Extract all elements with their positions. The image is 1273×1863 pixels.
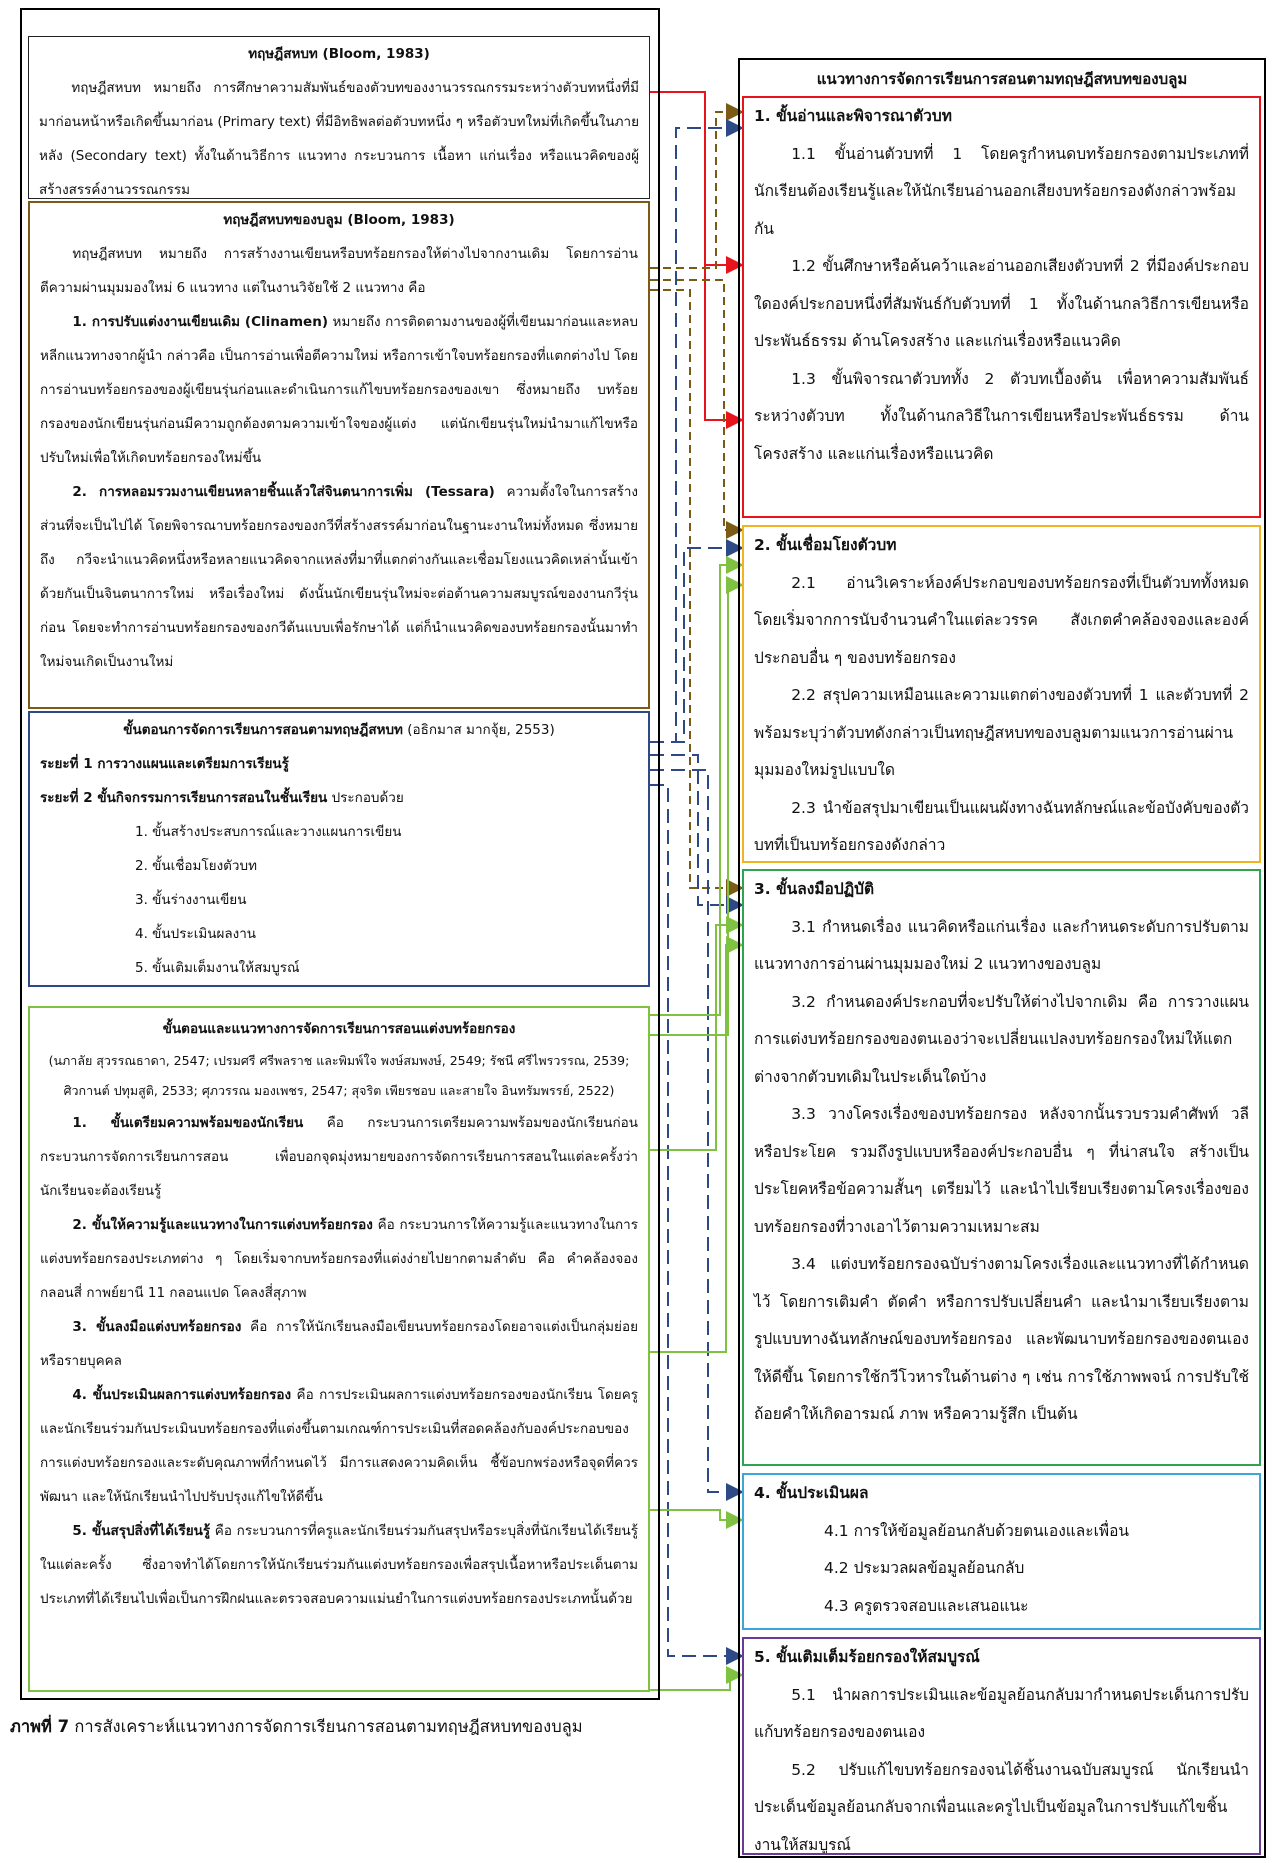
red-connector	[650, 92, 742, 420]
list-item: 4.1 การให้ข้อมูลย้อนกลับด้วยตนเองและเพื่อน	[824, 1521, 1130, 1540]
bloom-definition-box	[28, 36, 650, 199]
list-item: 3.1 กำหนดเรื่อง แนวคิดหรือแก่นเรื่อง และกำหนดระดับการปรับตามแนวทางการอ่านผ่านมุมมองใหม่ 2 แนวทางของบลูม	[754, 917, 1249, 973]
list-item: 4.2 ประมวลผลข้อมูลย้อนกลับ	[824, 1559, 1025, 1577]
green-connector	[650, 585, 742, 1035]
list-item: 2.2 สรุปความเหมือนและความแตกต่างของตัวบทที่ 1 และตัวบทที่ 2 พร้อมระบุว่าตัวบทดังกล่าวเป็นทฤษฎีสหบทของบลูมตามแนวการอ่านผ่านมุมมองใหม่รูปแบบใด	[754, 686, 1249, 779]
figure-caption-label: ภาพที่ 7	[10, 1717, 70, 1736]
clinamen-heading: 1. การปรับแต่งงานเขียนเดิม (Clinamen)	[72, 314, 328, 330]
clinamen-paragraph	[40, 305, 638, 475]
teaching-steps-box	[28, 711, 650, 987]
list-item: 5.2 ปรับแก้ไขบทร้อยกรองจนได้ชิ้นงานฉบับสมบูรณ์ นักเรียนนำประเด็นข้อมูลย้อนกลับจากเพื่อนและครูไปเป็นข้อมูลในการปรับแก้ไขชิ้นงานให้สมบูรณ์	[754, 1760, 1249, 1854]
poetry-step-3: 3. ขั้นลงมือแต่งบทร้อยกรอง คือ การให้นักเรียนลงมือเขียนบทร้อยกรองโดยอาจแต่งเป็นกลุ่มย่อยหรือรายบุคคล	[40, 1319, 638, 1369]
stage-4-box	[742, 1473, 1261, 1630]
right-title: แนวทางการจัดการเรียนการสอนตามทฤษฎีสหบทของบลูม	[816, 70, 1188, 88]
list-item: 4. ขั้นประเมินผลงาน	[135, 926, 257, 942]
clinamen-text: หมายถึง การติดตามงานของผู้ที่เขียนมาก่อนและหลบหลีกแนวทางจากผู้นำ กล่าวคือ เป็นการอ่านเพื่อตีความใหม่ หรือการเข้าใจบทร้อยกรองที่แตกต่างไป โดยการอ่านบทร้อยกรองของผู้เขียนรุ่นก่อนและดำเนินการแก้ไขบทร้อยกรองของเขา ซึ่งหมายถึง บทร้อยกรองของนักเขียนรุ่นก่อนมีความถูกต้องตามความเข้าใจของผู้แต่ง แต่นักเขียนรุ่นใหม่นำมาแก้ไขหรือปรับใหม่เพื่อให้เกิดบทร้อยกรองใหม่ขึ้น	[40, 314, 638, 466]
poetry-steps-box	[28, 1006, 650, 1692]
list-item: 3.2 กำหนดองค์ประกอบที่จะปรับให้ต่างไปจากเดิม คือ การวางแผนการแต่งบทร้อยกรองของตนเองว่าจะเปลี่ยนแปลงบทร้อยกรองใหม่ให้แตกต่างจากตัวบทเดิมในประเด็นใดบ้าง	[754, 992, 1249, 1086]
green-connector	[650, 1510, 742, 1520]
poetry-steps-title: ขั้นตอนและแนวทางการจัดการเรียนการสอนแต่งบทร้อยกรอง	[162, 1021, 516, 1037]
bloom-theory-box	[28, 201, 650, 709]
green-connector	[650, 1675, 742, 1690]
stage-5-box	[742, 1637, 1261, 1855]
list-item: 1.3 ขั้นพิจารณาตัวบททั้ง 2 ตัวบทเบื้องต้น เพื่อหาความสัมพันธ์ระหว่างตัวบท ทั้งในด้านกลวิธีในการเขียนหรือประพันธ์ธรรม ด้านโครงสร้าง และแก่นเรื่องหรือแนวคิด	[754, 369, 1249, 463]
bloom-definition-title: ทฤษฎีสหบท (Bloom, 1983)	[248, 46, 430, 62]
figure-caption	[10, 1714, 583, 1740]
stage-2-heading: 2. ขั้นเชื่อมโยงตัวบท	[754, 536, 897, 554]
list-item: 5.1 นำผลการประเมินและข้อมูลย้อนกลับมากำหนดประเด็นการปรับแก้บทร้อยกรองของตนเอง	[754, 1685, 1249, 1741]
stage-4-heading: 4. ขั้นประเมินผล	[754, 1484, 869, 1502]
list-item: 3.3 วางโครงเรื่องของบทร้อยกรอง หลังจากนั้นรวบรวมคำศัพท์ วลี หรือประโยค รวมถึงรูปแบบหรือองค์ประกอบอื่น ๆ ที่น่าสนใจ สร้างเป็นประโยคหรือข้อความสั้นๆ เตรียมไว้ และนำไปเรียบเรียงตามโครงเรื่องของบทร้อยกรองที่วางเอาไว้ตามความเหมาะสม	[754, 1105, 1249, 1236]
teaching-steps-title: ขั้นตอนการจัดการเรียนการสอนตามทฤษฎีสหบท (อธิกมาส มากจุ้ย, 2553)	[123, 722, 555, 738]
bloom-theory-title: ทฤษฎีสหบทของบลูม (Bloom, 1983)	[223, 212, 455, 228]
poetry-step-1: 1. ขั้นเตรียมความพร้อมของนักเรียน คือ กระบวนการเตรียมความพร้อมของนักเรียนก่อนกระบวนการจัดการเรียนการสอน เพื่อบอกจุดมุ่งหมายของการจัดการเรียนการสอนในแต่ละครั้งว่านักเรียนจะต้องเรียนรู้	[40, 1115, 638, 1199]
stage-3-heading: 3. ขั้นลงมือปฏิบัติ	[754, 880, 875, 898]
list-item: 3.4 แต่งบทร้อยกรองฉบับร่างตามโครงเรื่องและแนวทางที่ได้กำหนดไว้ โดยการเติมคำ ตัดคำ หรือการปรับเปลี่ยนคำ และนำมาเรียบเรียงตามรูปแบบทางฉันทลักษณ์ของบทร้อยกรอง และพัฒนาบทร้อยกรองของตนเองให้ดีขึ้น โดยการใช้กวีโวหารในด้านต่าง ๆ เช่น การใช้ภาพพจน์ การปรับใช้ถ้อยคำให้เกิดอารมณ์ ภาพ หรือความรู้สึก เป็นต้น	[754, 1255, 1249, 1423]
list-item: 5. ขั้นเติมเต็มงานให้สมบูรณ์	[135, 960, 300, 976]
poetry-steps-references: (นภาลัย สุวรรณธาดา, 2547; เปรมศรี ศรีพลราช และพิมพ์ใจ พงษ์สมพงษ์, 2549; รัชนี ศรีไพรวรรณ, 2539; ศิวกานต์ ปทุมสูติ, 2533; ศุภวรรณ มองเพชร, 2547; สุจริต เพียรชอบ และสายใจ อินทรัมพรรย์, 2522)	[48, 1053, 630, 1098]
red-connector	[650, 92, 742, 265]
list-item: 1.2 ขั้นศึกษาหรือค้นคว้าและอ่านออกเสียงตัวบทที่ 2 ที่มีองค์ประกอบใดองค์ประกอบหนึ่งที่สัมพันธ์กับตัวบทที่ 1 ทั้งในด้านกลวิธีการเขียนหรือประพันธ์ธรรม ด้านโครงสร้าง และแก่นเรื่องหรือแนวคิด	[754, 257, 1249, 350]
tessara-text: ความตั้งใจในการสร้างส่วนที่จะเป็นไปได้ โดยพิจารณาบทร้อยกรองของกวีที่สร้างสรรค์มาก่อนในฐานะงานใหม่ทั้งหมด ซึ่งหมายถึง กวีจะนำแนวคิดหนึ่งหรือหลายแนวคิดจากแหล่งที่มาที่แตกต่างกันและเชื่อมโยงแนวคิดเหล่านั้นเข้าด้วยกันเป็นจินตนาการใหม่ หรือเรื่องใหม่ ดังนั้นนักเขียนรุ่นใหม่จะต่อต้านความสมบูรณ์ของงานกวีรุ่นก่อน โดยจะทำการอ่านบทร้อยกรองของกวีต้นแบบเพื่อรักษาได้ แต่ก็นำแนวคิดของบทร้อยกรองนั้นมาทำใหม่จนเกิดเป็นงานใหม่	[40, 484, 638, 670]
bloom-definition-body: ทฤษฎีสหบท หมายถึง การศึกษาความสัมพันธ์ของตัวบทของงานวรรณกรรมระหว่างตัวบทหนึ่งที่มีมาก่อนหน้าหรือเกิดขึ้นมาก่อน (Primary text) ที่มีอิทธิพลต่อตัวบทหนึ่ง ๆ หรือตัวบทใหม่ที่เกิดขึ้นในภายหลัง (Secondary text) ทั้งในด้านวิธีการ แนวทาง กระบวนการ เนื้อหา แก่นเรื่อง หรือแนวคิดของผู้สร้างสรรค์งานวรรณกรรม	[39, 80, 639, 198]
list-item: 3. ขั้นร่างงานเขียน	[135, 892, 247, 908]
brown-connector	[650, 112, 742, 268]
phase-1: ระยะที่ 1 การวางแผนและเตรียมการเรียนรู้	[40, 756, 289, 772]
brown-connector	[650, 280, 742, 530]
list-item: 1. ขั้นสร้างประสบการณ์และวางแผนการเขียน	[135, 824, 402, 840]
poetry-step-2: 2. ขั้นให้ความรู้และแนวทางในการแต่งบทร้อยกรอง คือ กระบวนการให้ความรู้และแนวทางในการแต่งบทร้อยกรองประเภทต่าง ๆ โดยเริ่มจากบทร้อยกรองที่แต่งง่ายไปยากตามลำดับ คือ คำคล้องจอง กลอนสี่ กาพย์ยานี 11 กลอนแปด โคลงสี่สุภาพ	[40, 1217, 638, 1301]
tessara-paragraph	[40, 475, 638, 679]
stage-5-heading: 5. ขั้นเติมเต็มร้อยกรองให้สมบูรณ์	[754, 1648, 980, 1666]
list-item: 2.3 นำข้อสรุปมาเขียนเป็นแผนผังทางฉันทลักษณ์และข้อบังคับของตัวบทที่เป็นบทร้อยกรองดังกล่าว	[754, 798, 1249, 854]
poetry-step-4: 4. ขั้นประเมินผลการแต่งบทร้อยกรอง คือ การประเมินผลการแต่งบทร้อยกรองของนักเรียน โดยครูและนักเรียนร่วมกันประเมินบทร้อยกรองที่แต่งขึ้นตามเกณฑ์การประเมินที่สอดคล้องกับองค์ประกอบของการแต่งบทร้อยกรองและระดับคุณภาพที่กำหนดไว้ มีการแสดงความคิดเห็น ชี้ข้อบกพร่องหรือจุดที่ควรพัฒนา และให้นักเรียนนำไปปรับปรุงแก้ไขให้ดีขึ้น	[40, 1387, 638, 1505]
poetry-step-5: 5. ขั้นสรุปสิ่งที่ได้เรียนรู้ คือ กระบวนการที่ครูและนักเรียนร่วมกันสรุปหรือระบุสิ่งที่นักเรียนได้เรียนรู้ในแต่ละครั้ง ซึ่งอาจทำได้โดยการให้นักเรียนร่วมกันแต่งบทร้อยกรองเพื่อสรุปเนื้อหาหรือประเด็นตามประเภทที่ได้เรียนไปเพื่อเป็นการฝึกฝนและตรวจสอบความแม่นยำในการแต่งบทร้อยกรองประเภทนั้นด้วย	[40, 1523, 638, 1607]
list-item: 1.1 ขั้นอ่านตัวบทที่ 1 โดยครูกำหนดบทร้อยกรองตามประเภทที่นักเรียนต้องเรียนรู้และให้นักเรียนอ่านออกเสียงบทร้อยกรองดังกล่าวพร้อมกัน	[754, 144, 1249, 238]
stage-1-heading: 1. ขั้นอ่านและพิจารณาตัวบท	[754, 107, 952, 125]
bloom-theory-body: ทฤษฎีสหบท หมายถึง การสร้างงานเขียนหรือบทร้อยกรองให้ต่างไปจากงานเดิม โดยการอ่านตีความผ่านมุมมองใหม่ 6 แนวทาง แต่ในงานวิจัยใช้ 2 แนวทาง คือ	[40, 246, 638, 296]
stage-1-box	[742, 96, 1261, 518]
list-item: 2.1 อ่านวิเคราะห์องค์ประกอบของบทร้อยกรองที่เป็นตัวบททั้งหมด โดยเริ่มจากการนับจำนวนคำในแต่ละวรรค สังเกตคำคล้องจองและองค์ประกอบอื่น ๆ ของบทร้อยกรอง	[754, 573, 1249, 667]
phase-2: ระยะที่ 2 ขั้นกิจกรรมการเรียนการสอนในชั้นเรียน ประกอบด้วย	[40, 790, 404, 806]
tessara-heading: 2. การหลอมรวมงานเขียนหลายชิ้นแล้วใส่จินตนาการเพิ่ม (Tessara)	[72, 484, 495, 500]
stage-2-box	[742, 525, 1261, 863]
list-item: 4.3 ครูตรวจสอบและเสนอแนะ	[824, 1596, 1029, 1615]
stage-3-box	[742, 869, 1261, 1466]
figure-caption-text: การสังเคราะห์แนวทางการจัดการเรียนการสอนตามทฤษฎีสหบทของบลูม	[69, 1717, 583, 1736]
list-item: 2. ขั้นเชื่อมโยงตัวบท	[135, 858, 257, 874]
